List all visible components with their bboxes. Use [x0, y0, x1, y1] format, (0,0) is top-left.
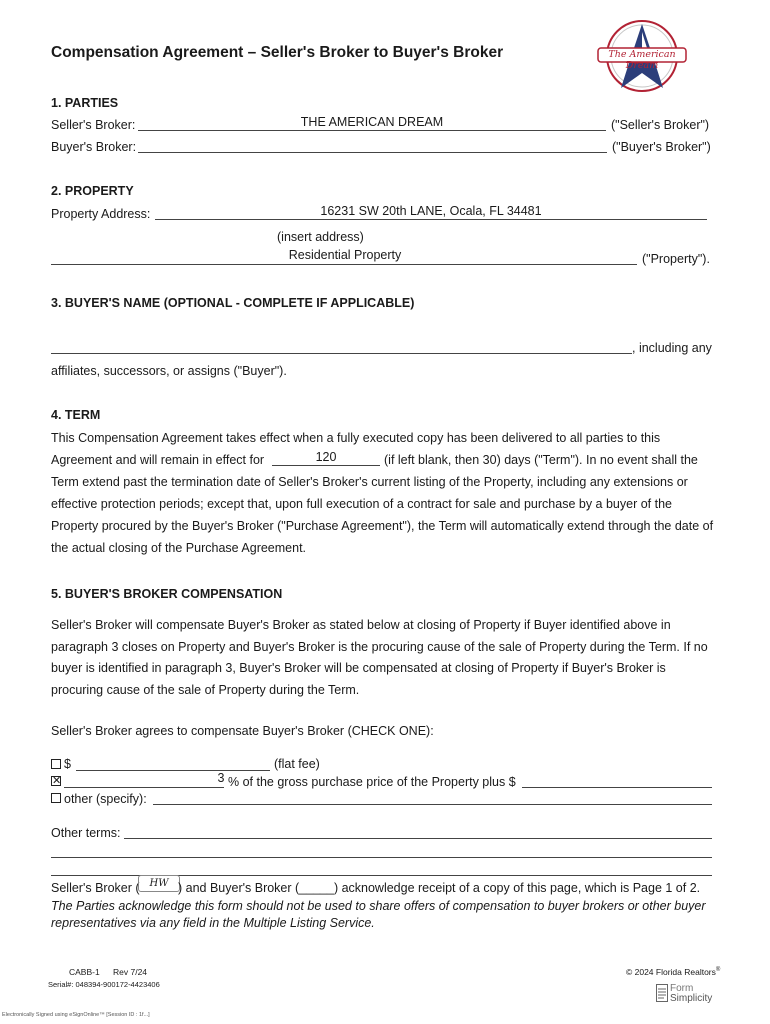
ack-italic-line1: The Parties acknowledge this form should not be used to share offers of compensation to buyer brokers or other buyer	[51, 899, 706, 913]
buyer-name-suffix: , including any	[632, 341, 712, 355]
brand-form: Form	[670, 983, 694, 994]
copyright-text: © 2024 Florida Realtors	[626, 967, 716, 977]
check-one-label: Seller's Broker agrees to compensate Buyer's Broker (CHECK ONE):	[51, 724, 434, 738]
term-days-field[interactable]: 120	[315, 450, 337, 464]
section-compensation-heading: 5. BUYER'S BROKER COMPENSATION	[51, 587, 283, 601]
other-specify-line[interactable]	[153, 804, 712, 805]
comp-para-line3: buyer is identified in paragraph 3, Buyer's Broker will be compensated at closing of Property if Buyer's Broker is	[51, 661, 666, 675]
term-line3: Term extend past the termination date of Seller's Broker's current listing of the Property, including any extensions or	[51, 475, 688, 489]
seller-broker-suffix: ("Seller's Broker")	[611, 118, 710, 132]
flat-fee-dollar: $	[64, 757, 71, 771]
buyer-broker-suffix: ("Buyer's Broker")	[612, 140, 711, 154]
comp-para-line2: paragraph 3 closes on Property and Buyer's Broker is the procuring cause of the sale of Property during the Term. If no	[51, 640, 708, 654]
brand-simplicity: Simplicity	[670, 993, 713, 1004]
other-terms-line2[interactable]	[51, 857, 712, 858]
seller-initials-box[interactable]	[138, 875, 180, 892]
form-id: CABB-1	[69, 967, 100, 977]
other-specify-label: other (specify):	[64, 792, 147, 806]
buyer-name-line2: affiliates, successors, or assigns ("Buyer").	[51, 364, 287, 378]
percent-text: % of the gross purchase price of the Property plus $	[228, 775, 516, 789]
seller-initials: HW	[149, 878, 169, 889]
registered-mark: ®	[715, 967, 721, 974]
flat-fee-suffix: (flat fee)	[274, 757, 320, 771]
section-property-heading: 2. PROPERTY	[51, 184, 134, 198]
property-type-field[interactable]: Residential Property	[288, 248, 402, 262]
american-dream-logo	[596, 18, 688, 96]
term-line1: This Compensation Agreement takes effect when a fully executed copy has been delivered to all parties to this	[51, 431, 661, 445]
ack-mid: ) and Buyer's Broker (_____) acknowledge receipt of a copy of this page, which is Page 1 of 2.	[178, 881, 701, 895]
comp-para-line1: Seller's Broker will compensate Buyer's Broker as stated below at closing of Property if Buyer identified above in	[51, 618, 671, 632]
seller-broker-line	[138, 130, 606, 131]
comp-para-line4: procuring cause of the sale of Property during the Term.	[51, 683, 360, 697]
page-title: Compensation Agreement – Seller's Broker to Buyer's Broker	[51, 44, 504, 61]
seller-broker-field[interactable]: THE AMERICAN DREAM	[300, 115, 444, 129]
ack-italic-line2: representatives via any field in the Multiple Listing Service.	[51, 916, 375, 930]
property-address-label: Property Address:	[51, 207, 151, 221]
term-days-line	[272, 465, 380, 466]
property-address-line	[155, 219, 707, 220]
property-address-field[interactable]: 16231 SW 20th LANE, Ocala, FL 34481	[320, 204, 542, 218]
logo-text: The American Dream	[608, 49, 676, 71]
buyer-broker-label: Buyer's Broker:	[51, 140, 137, 154]
percent-field[interactable]: 3	[217, 771, 225, 785]
term-line2-post: (if left blank, then 30) days ("Term"). In no event shall the	[384, 453, 698, 467]
section-term-heading: 4. TERM	[51, 408, 101, 422]
term-line6: the actual closing of the Purchase Agreement.	[51, 541, 307, 555]
other-checkbox[interactable]	[51, 793, 61, 803]
buyer-broker-line	[138, 152, 607, 153]
section-parties-heading: 1. PARTIES	[51, 96, 119, 110]
section-buyer-name-heading: 3. BUYER'S NAME (OPTIONAL - COMPLETE IF APPLICABLE)	[51, 296, 415, 310]
property-type-suffix: ("Property").	[642, 252, 710, 266]
other-terms-line1[interactable]	[124, 838, 712, 839]
term-line5: Property procured by the Buyer's Broker ("Purchase Agreement"), the Term will automatically extend through the date of	[51, 519, 714, 533]
percent-checkbox[interactable]: ✕	[52, 775, 62, 787]
esign-note: Electronically Signed using eSignOnline™ [Session ID : 1f...]	[2, 1012, 150, 1018]
term-line4: effective protection periods; except that, upon full execution of a contract for sale and purchase by a buyer of the	[51, 497, 672, 511]
insert-address-note: (insert address)	[277, 230, 364, 244]
buyer-name-line	[51, 353, 632, 354]
flat-fee-checkbox[interactable]	[51, 759, 61, 769]
document-icon	[656, 984, 668, 1002]
form-rev: Rev 7/24	[113, 967, 148, 977]
serial-number: Serial#: 048394-900172-4423406	[48, 980, 160, 989]
plus-amount-line[interactable]	[522, 787, 712, 788]
percent-line	[64, 787, 224, 788]
seller-broker-label: Seller's Broker:	[51, 118, 136, 132]
other-terms-label: Other terms:	[51, 826, 121, 840]
property-type-line	[51, 264, 637, 265]
copyright	[626, 967, 720, 977]
term-line2-pre: Agreement and will remain in effect for	[51, 453, 265, 467]
ack-pre: Seller's Broker (	[51, 881, 140, 895]
